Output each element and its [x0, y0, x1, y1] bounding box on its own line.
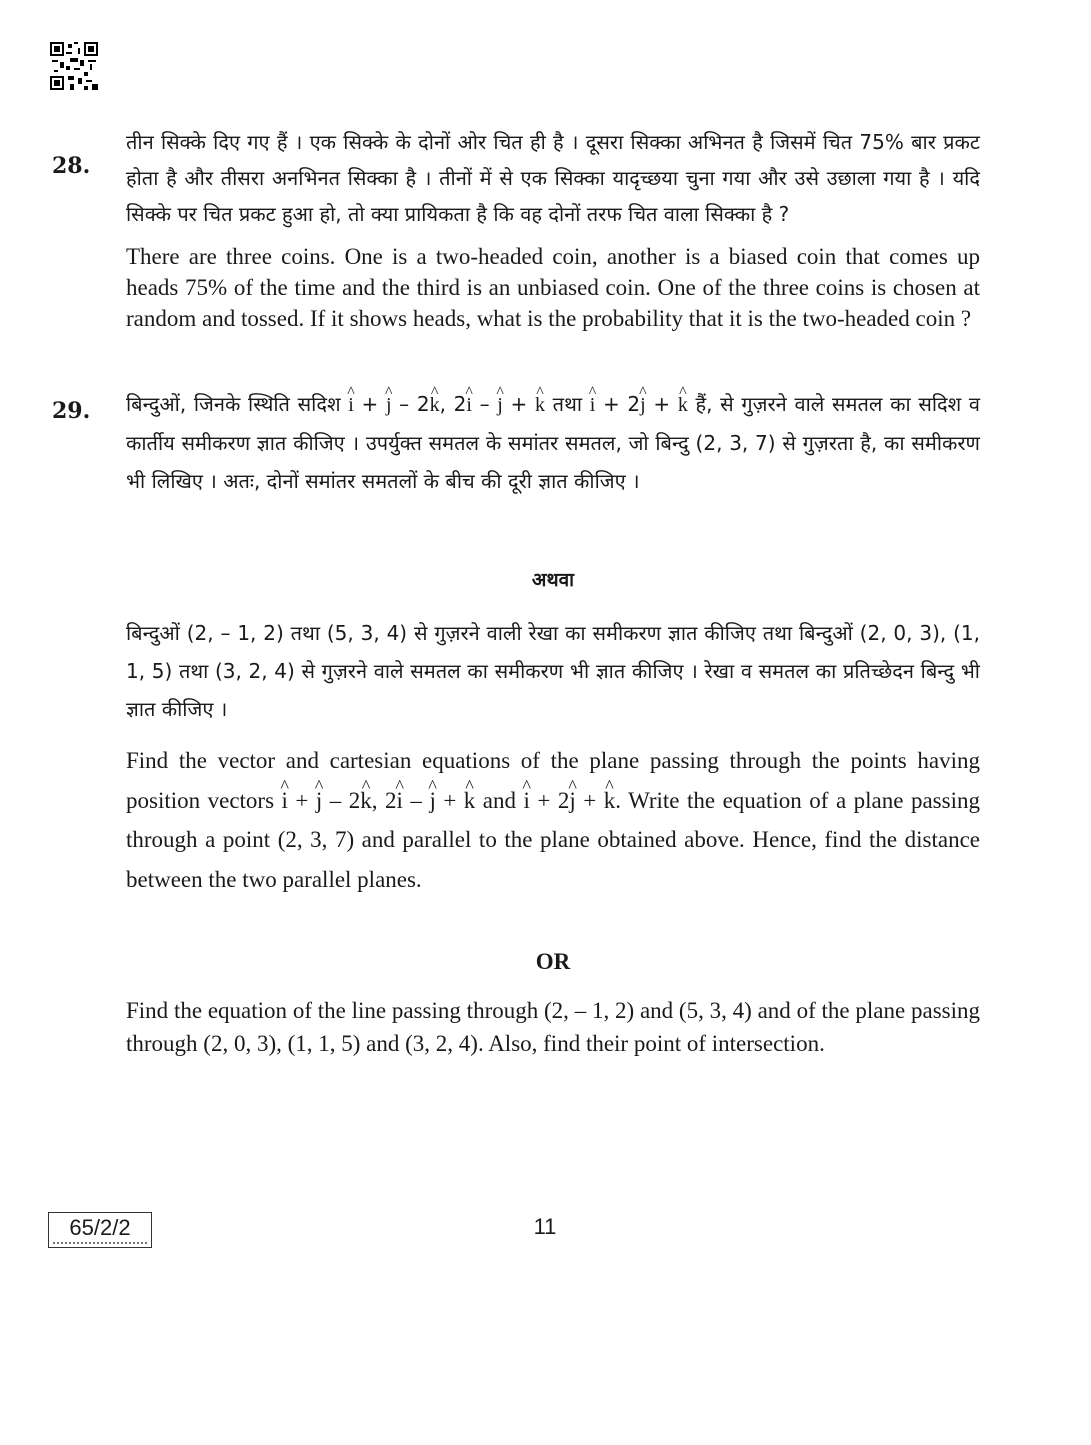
- unit-vector-k-hat: ^ k: [464, 781, 476, 821]
- unit-vector-j-hat: ^ j: [569, 781, 575, 821]
- or-heading-hindi: अथवा: [531, 569, 575, 591]
- hindi-question-text: हैं, से गुज़रने वाले समतल का सदिश व कार्तीय समीकरण ज्ञात कीजिए । उपर्युक्त समतल के समांतर समतल, जो बिन्दु (2, 3, 7) से गुज़रता है, का समीकरण भी लिखिए । अतः, दोनों समांतर समतलों के बीच की दूरी ज्ञात कीजिए ।: [126, 392, 981, 493]
- question-28-english-text: There are three coins. One is a two-headed coin, another is a biased coin that comes up heads 75% of the time and the third is an unbiased coin. One of the three coins is chosen at random and tossed. If it shows heads, what is the probability that it is the two-headed coin ?: [126, 244, 980, 331]
- unit-vector-k-hat: ^ k: [535, 386, 545, 424]
- unit-vector-k-hat: ^ k: [430, 386, 440, 424]
- unit-vector-k-hat: ^ k: [678, 386, 688, 424]
- page-number: 11: [533, 1214, 557, 1239]
- question-number-28: 28.: [52, 153, 91, 179]
- unit-vector-i-hat: ^ i: [524, 781, 530, 821]
- unit-vector-k-hat: ^ k: [604, 781, 616, 821]
- unit-vector-i-hat: ^ i: [282, 781, 288, 821]
- unit-vector-i-hat: ^ i: [590, 386, 596, 424]
- unit-vector-i-hat: ^ i: [348, 386, 354, 424]
- paper-code-box: [48, 1212, 152, 1248]
- unit-vector-j-hat: ^ j: [316, 781, 322, 821]
- question-28-hindi-text: तीन सिक्के दिए गए हैं । एक सिक्के के दोनों ओर चित ही है । दूसरा सिक्का अभिनत है जिसमें चित 75% बार प्रकट होता है और तीसरा अनभिनत सिक्का है । तीनों में से एक सिक्का यादृच्छया चुना गया और उसे उछाला गया है । यदि सिक्के पर चित प्रकट हुआ हो, तो क्या प्रायिकता है कि वह दोनों तरफ चित वाला सिक्का है ?: [126, 130, 980, 226]
- question-29-hindi-text: बिन्दुओं, जिनके स्थिति सदिश ^ i + ^ j – 2^ k, 2^ i – ^ j + ^ k तथा ^ i + 2^ j + ^ k हैं, से गुज़रने वाले समतल का सदिश व कार्तीय समीकरण ज्ञात कीजिए । उपर्युक्त समतल के समांतर समतल, जो बिन्दु (2, 3, 7) से गुज़रता है, का समीकरण भी लिखिए । अतः, दोनों समांतर समतलों के बीच की दूरी ज्ञात कीजिए ।: [126, 385, 980, 500]
- unit-vector-i-hat: ^ i: [397, 781, 403, 821]
- english-intro-text: Find the vector and cartesian equations of the plane passing through the points having position vectors: [126, 748, 980, 813]
- question-29-english-text: Find the vector and cartesian equations of the plane passing through the points having position vectors ^ i + ^ j – 2^ k, 2^ i – ^ j + ^ k and ^ i + 2^ j + ^ k. Write the equation of a plane passing through a point (2, 3, 7) and parallel to the plane obtained above. Hence, find the distance between the two parallel planes.: [126, 741, 980, 899]
- question-29-alternative-hindi-text: बिन्दुओं (2, – 1, 2) तथा (5, 3, 4) से गुज़रने वाली रेखा का समीकरण ज्ञात कीजिए तथा बिन्दुओं (2, 0, 3), (1, 1, 5) तथा (3, 2, 4) से गुज़रने वाले समतल का समीकरण भी ज्ञात कीजिए । रेखा व समतल का प्रतिच्छेदन बिन्दु भी ज्ञात कीजिए ।: [126, 621, 980, 721]
- qr-code: [50, 42, 98, 90]
- unit-vector-j-hat: ^ j: [640, 386, 646, 424]
- unit-vector-j-hat: ^ j: [429, 781, 435, 821]
- unit-vector-j-hat: ^ j: [386, 386, 392, 424]
- english-question-text: . Write the equation of a plane passing through a point (2, 3, 7) and parallel to the plane obtained above. Hence, find the distance between the two parallel planes.: [126, 787, 980, 892]
- unit-vector-k-hat: ^ k: [360, 781, 372, 821]
- unit-vector-j-hat: ^ j: [497, 386, 503, 424]
- question-number-29: 29.: [52, 398, 91, 424]
- question-29-alternative-english-text: Find the equation of the line passing through (2, – 1, 2) and (5, 3, 4) and of the plane passing through (2, 0, 3), (1, 1, 5) and (3, 2, 4). Also, find their point of intersection.: [126, 998, 980, 1056]
- hindi-intro-text: बिन्दुओं, जिनके स्थिति सदिश: [126, 392, 341, 416]
- paper-code: 65/2/2: [69, 1215, 131, 1240]
- unit-vector-i-hat: ^ i: [466, 386, 472, 424]
- or-heading-english: OR: [535, 949, 571, 974]
